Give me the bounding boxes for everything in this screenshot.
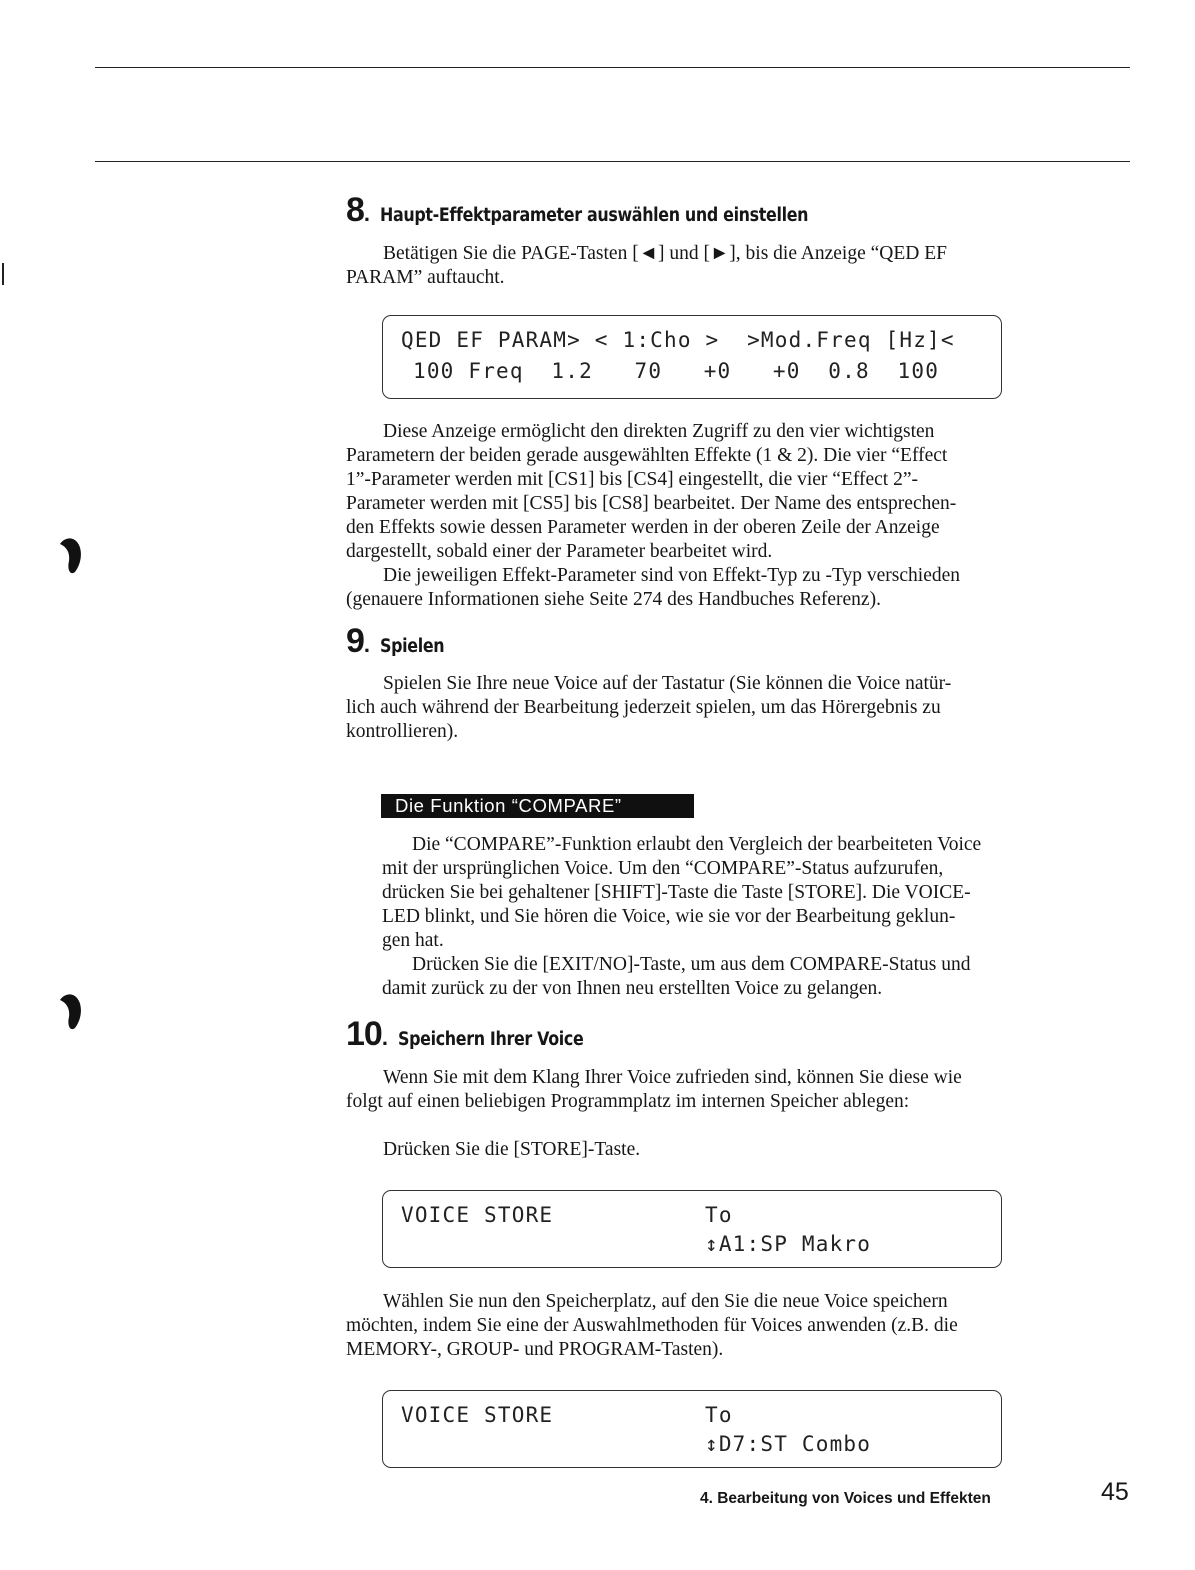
section-10-intro: Wenn Sie mit dem Klang Ihrer Voice zufrieden sind, können Sie diese wie folgt auf einen beliebigen Programmplatz im internen Speicher ablegen:	[346, 1067, 962, 1112]
display-line-1: QED EF PARAM> < 1:Cho > >Mod.Freq [Hz]<	[401, 328, 955, 352]
display-1-left: VOICE STORE	[401, 1203, 554, 1227]
voice-store-display-1	[382, 1190, 1002, 1268]
qed-ef-param-display	[382, 315, 1002, 399]
display-2-right-line-2: ↕D7:ST Combo	[705, 1432, 872, 1456]
section-9-body: Spielen Sie Ihre neue Voice auf der Tastatur (Sie können die Voice natür- lich auch während der Bearbeitung jederzeit spielen, um das Hörergebnis zu kontrollieren).	[346, 673, 952, 742]
section-10-body: Wählen Sie nun den Speicherplatz, auf den Sie die neue Voice speichern möchten, indem Sie eine der Auswahlmethoden für Voices anwenden (z.B. die MEMORY-, GROUP- und PROGRAM-Tasten).	[346, 1291, 958, 1360]
section-9-heading: 9. Spielen	[346, 622, 445, 660]
compare-box-body: Die “COMPARE”-Funktion erlaubt den Vergleich der bearbeiteten Voice mit der ursprünglichen Voice. Um den “COMPARE”-Status aufzurufen, drücken Sie bei gehaltener [SHIFT]-Taste die Taste [STORE]. Die VOICE- LED blinkt, und Sie hören die Voice, wie sie vor der Bearbeitung geklun- gen hat. Drücken Sie die [EXIT/NO]-Taste, um aus dem COMPARE-Status und damit zurück zu der von Ihnen neu erstellten Voice zu gelangen.	[382, 834, 982, 999]
section-8-body: Diese Anzeige ermöglicht den direkten Zugriff zu den vier wichtigsten Parametern der beiden gerade ausgewählten Effekte (1 & 2). Die vier “Effect 1”-Parameter werden mit [CS1] bis [CS4] eingestellt, die vier “Effect 2”- Parameter werden mit [CS5] bis [CS8] bearbeitet. Der Name des entsprechen- den Effekts sowie dessen Parameter werden in der oberen Zeile der Anzeige dargestellt, sobald einer der Parameter bearbeitet wird. Die jeweiligen Effekt-Parameter sind von Effekt-Typ zu -Typ verschieden (genauere Informationen siehe Seite 274 des Handbuches Referenz).	[346, 421, 961, 610]
footer-chapter: 4. Bearbeitung von Voices und Effekten	[700, 1490, 991, 1507]
display-1-right-line-2: ↕A1:SP Makro	[705, 1232, 872, 1256]
section-10-number: 10	[346, 1015, 382, 1053]
second-rule	[95, 161, 1130, 162]
section-10-step: Drücken Sie die [STORE]-Taste.	[383, 1139, 641, 1160]
section-9-number: 9	[346, 622, 364, 660]
section-8-title: Haupt-Effektparameter auswählen und einstellen	[380, 205, 809, 226]
left-edge-mark	[2, 263, 4, 285]
section-8-number: 8	[346, 191, 364, 229]
top-rule	[95, 67, 1130, 68]
section-9-title: Spielen	[380, 636, 445, 657]
margin-drop-mark-1	[58, 536, 84, 576]
section-8-heading: 8. Haupt-Effektparameter auswählen und einstellen	[346, 191, 809, 229]
section-10-title: Speichern Ihrer Voice	[397, 1029, 584, 1050]
compare-box-title: Die Funktion “COMPARE”	[381, 794, 694, 818]
page-number: 45	[1101, 1478, 1129, 1506]
display-2-left: VOICE STORE	[401, 1403, 554, 1427]
margin-drop-mark-2	[58, 992, 84, 1032]
display-1-right-line-1: To	[705, 1203, 733, 1227]
display-line-2: 100 Freq 1.2 70 +0 +0 0.8 100	[413, 359, 940, 383]
section-8-intro: Betätigen Sie die PAGE-Tasten [◄] und [►], bis die Anzeige “QED EF PARAM” auftaucht.	[346, 243, 947, 288]
section-10-heading: 10. Speichern Ihrer Voice	[346, 1015, 584, 1053]
display-2-right-line-1: To	[705, 1403, 733, 1427]
voice-store-display-2	[382, 1390, 1002, 1468]
